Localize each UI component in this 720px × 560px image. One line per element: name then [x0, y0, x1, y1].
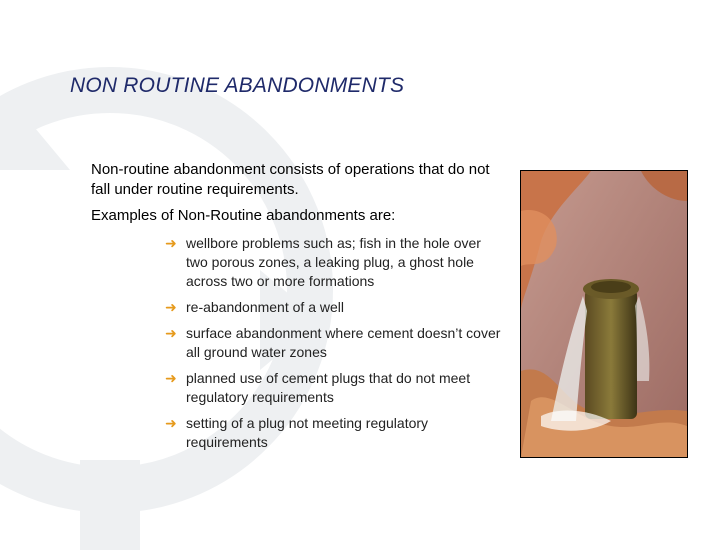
intro-paragraph: Non-routine abandonment consists of operations that do not fall under routine requirements. — [91, 161, 490, 198]
photo-illustration — [521, 171, 687, 457]
arrow-right-icon: ➜ — [165, 325, 177, 341]
list-item: ➜ surface abandonment where cement doesn’t cover all ground water zones — [165, 325, 501, 360]
leaking-wellhead-photo — [520, 170, 688, 458]
list-item: ➜ planned use of cement plugs that do not meet regulatory requirements — [165, 370, 471, 405]
examples-list — [165, 234, 505, 459]
arrow-right-icon: ➜ — [165, 415, 177, 431]
arrow-right-icon: ➜ — [165, 235, 177, 251]
list-item: ➜ re-abandonment of a well — [165, 299, 344, 315]
list-item: ➜ wellbore problems such as; fish in the hole over two porous zones, a leaking plug, a ghost hole across two or more formations — [165, 235, 481, 289]
examples-heading: Examples of Non-Routine abandonments are: — [91, 207, 396, 224]
arrow-right-icon: ➜ — [165, 370, 177, 386]
list-item: ➜ setting of a plug not meeting regulatory requirements — [165, 415, 429, 450]
slide-title: NON ROUTINE ABANDONMENTS — [70, 74, 405, 97]
arrow-right-icon: ➜ — [165, 299, 177, 315]
intro-text — [91, 160, 511, 232]
